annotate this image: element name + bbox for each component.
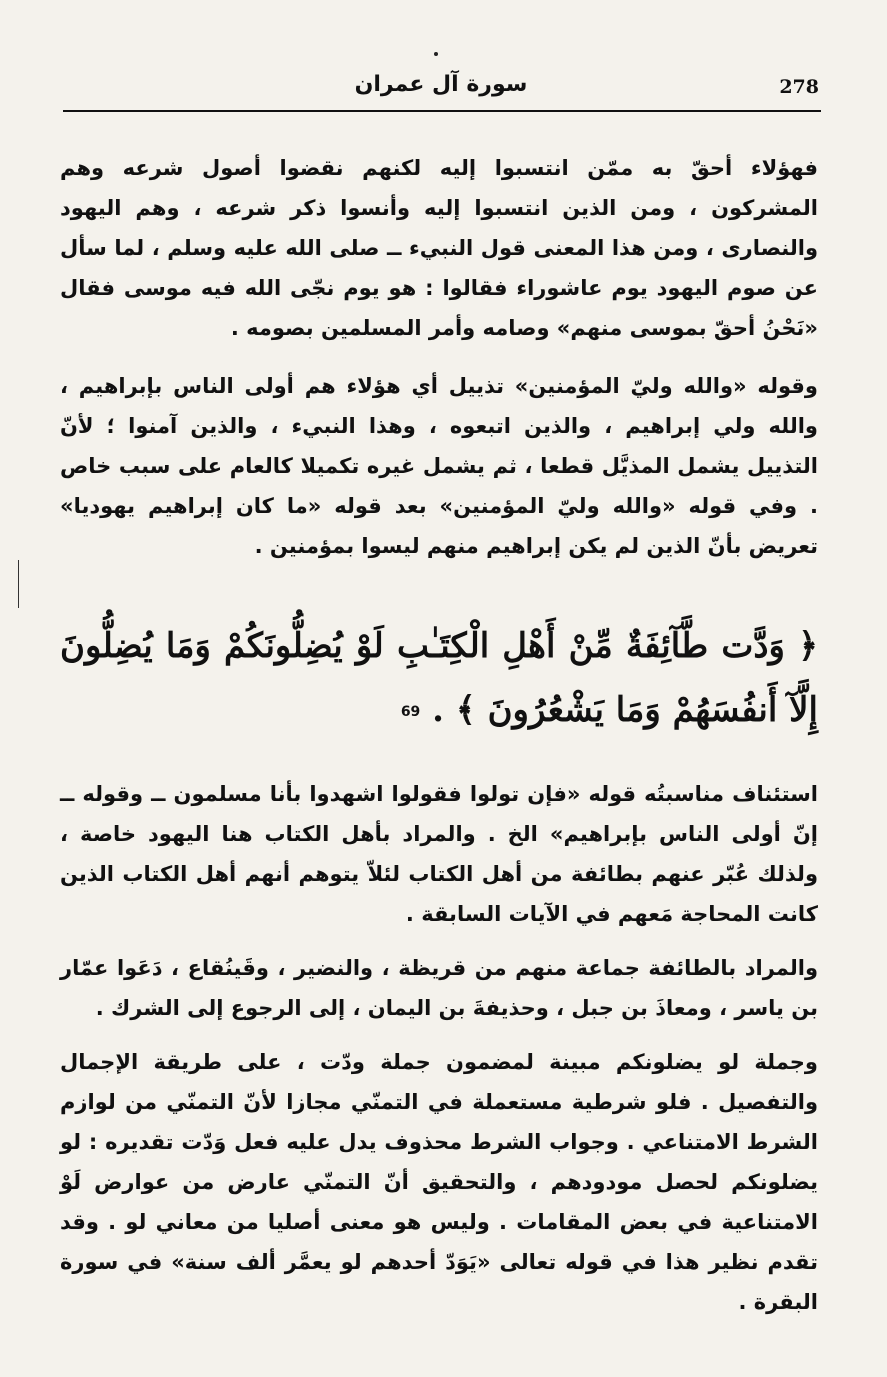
surah-title: سورة آل عمران: [354, 72, 528, 97]
page-number: 278: [779, 76, 819, 98]
commentary-paragraph: استئناف مناسبتُه قوله «فإن تولوا فقولوا اشهدوا بأنا مسلمون ــ وقوله ــ إنّ أولى الناس بإبراهيم» الخ . والمراد بأهل الكتاب هنا اليهود خاصة ، ولذلك عُبّر عنهم بطائفة من أهل الكتاب لئلاّ يتوهم أنهم أهل الكتاب الذين كانت المحاجة مَعهم في الآيات السابقة .: [60, 782, 818, 926]
page-body: [60, 148, 818, 1322]
top-dot: [434, 52, 438, 56]
commentary-paragraph: وقوله «والله وليّ المؤمنين» تذييل أي هؤلاء هم أولى الناس بإبراهيم ، والله ولي إبراهيم ، والذين اتبعوه ، وهذا النبيء ، والذين آمنوا ؛ لأنّ التذييل يشمل المذيَّل قطعا ، ثم يشمل غيره تكميلا كالعام على سبب خاص . وفي قوله «والله وليّ المؤمنين» بعد قوله «ما كان إبراهيم يهوديا» تعريض بأنّ الذين لم يكن إبراهيم منهم ليسوا بمؤمنين .: [60, 374, 818, 558]
quran-verse: [60, 614, 818, 744]
header-rule: [63, 110, 821, 112]
commentary-paragraph: فهؤلاء أحقّ به ممّن انتسبوا إليه لكنهم نقضوا أصول شرعه وهم المشركون ، ومن الذين انتسبوا إليه وأنسوا ذكر شرعه ، وهم اليهود والنصارى ، ومن هذا المعنى قول النبيء ــ صلى الله عليه وسلم ، لما سأل عن صوم اليهود يوم عاشوراء فقالوا : هو يوم نجّى الله فيه موسى فقال «نَحْنُ أحقّ بموسى منهم» وصامه وأمر المسلمين بصومه .: [60, 156, 818, 340]
verse-text: ﴿ وَدَّت طَّآئِفَةٌ مِّنْ أَهْلِ الْكِتَـٰبِ لَوْ يُضِلُّونَكُمْ وَمَا يُضِلُّونَ إِلَّآ أَنفُسَهُمْ وَمَا يَشْعُرُونَ ﴾ .: [60, 626, 818, 730]
page-header: [63, 66, 819, 106]
margin-mark: [18, 560, 19, 608]
commentary-paragraph: والمراد بالطائفة جماعة منهم من قريظة ، والنضير ، وقَينُقاع ، دَعَوا عمّار بن ياسر ، ومعاذَ بن جبل ، وحذيفةَ بن اليمان ، إلى الرجوع إلى الشرك .: [60, 956, 818, 1020]
commentary-paragraph: وجملة لو يضلونكم مبينة لمضمون جملة ودّت ، على طريقة الإجمال والتفصيل . فلو شرطية مستعملة في التمنّي مجازا لأنّ التمنّي من لوازم الشرط الامتناعي . وجواب الشرط محذوف يدل عليه فعل وَدّت تقديره : لو يضلونكم لحصل مودودهم ، والتحقيق أنّ التمنّي عارض من عوارض لَوْ الامتناعية في بعض المقامات . وليس هو معنى أصليا من معاني لو . وقد تقدم نظير هذا في قوله تعالى «يَوَدّ أحدهم لو يعمَّر ألف سنة» في سورة البقرة .: [60, 1050, 818, 1314]
verse-number: 69: [400, 704, 421, 720]
